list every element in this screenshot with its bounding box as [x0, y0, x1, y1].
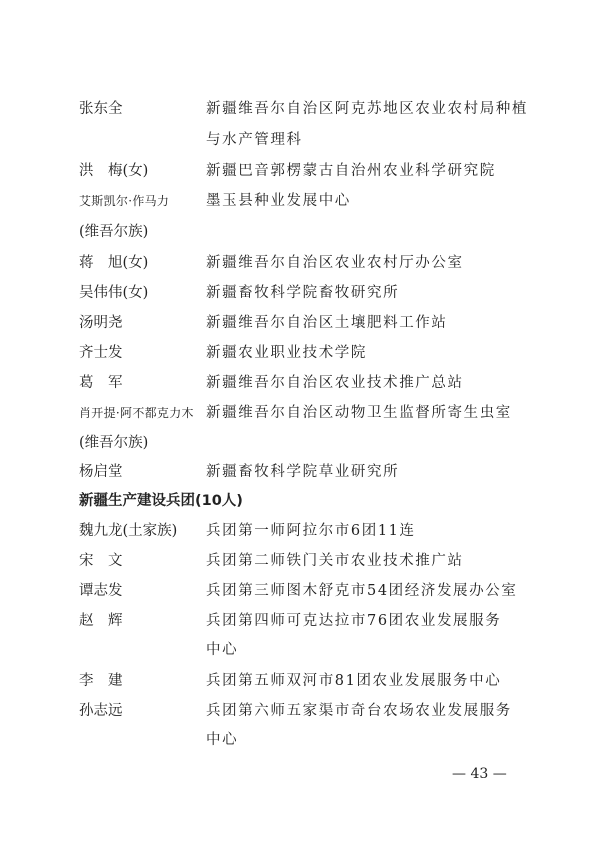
- person-name: 赵 辉: [79, 613, 123, 629]
- page-number: — 43 —: [452, 766, 507, 782]
- person-name: 蒋 旭(女): [79, 255, 149, 271]
- person-name: 吴伟伟(女): [79, 285, 149, 301]
- affiliation-line: 新疆畜牧科学院草业研究所: [206, 464, 400, 480]
- affiliation-line: 中心: [206, 732, 239, 748]
- person-name: 汤明尧: [79, 315, 123, 331]
- affiliation-line: 墨玉县种业发展中心: [206, 193, 351, 209]
- affiliation-line: 新疆维吾尔自治区土壤肥料工作站: [206, 315, 448, 331]
- affiliation-line: 与水产管理科: [206, 132, 303, 148]
- affiliation-line: 新疆维吾尔自治区动物卫生监督所寄生虫室: [206, 405, 512, 421]
- person-name: 艾斯凯尔·作马力: [79, 194, 170, 208]
- affiliation-line: 新疆维吾尔自治区农业农村厅办公室: [206, 255, 464, 271]
- affiliation-line: 兵团第四师可克达拉市76团农业发展服务: [206, 613, 502, 629]
- affiliation-line: 新疆维吾尔自治区农业技术推广总站: [206, 375, 464, 391]
- section-heading: 新疆生产建设兵团(10人): [79, 493, 243, 509]
- person-name: 齐士发: [79, 345, 123, 361]
- person-name: 张东全: [79, 101, 123, 117]
- person-name: 杨启堂: [79, 464, 123, 480]
- person-name: 葛 军: [79, 375, 123, 391]
- person-name: 孙志远: [79, 703, 123, 719]
- person-name: 洪 梅(女): [79, 163, 149, 179]
- affiliation-line: 兵团第二师铁门关市农业技术推广站: [206, 553, 464, 569]
- affiliation-line: 兵团第三师图木舒克市54团经济发展办公室: [206, 583, 518, 599]
- person-name: 谭志发: [79, 583, 123, 599]
- person-name: 肖开提·阿不都克力木: [79, 406, 194, 420]
- affiliation-line: 兵团第六师五家渠市奇台农场农业发展服务: [206, 703, 512, 719]
- person-ethnicity: (维吾尔族): [79, 435, 149, 451]
- person-name: 宋 文: [79, 553, 123, 569]
- person-ethnicity: (维吾尔族): [79, 224, 149, 240]
- affiliation-line: 兵团第五师双河市81团农业发展服务中心: [206, 673, 502, 689]
- affiliation-line: 新疆巴音郭楞蒙古自治州农业科学研究院: [206, 163, 496, 179]
- person-name: 魏九龙(土家族): [79, 523, 178, 539]
- affiliation-line: 中心: [206, 642, 239, 658]
- affiliation-line: 新疆畜牧科学院畜牧研究所: [206, 285, 400, 301]
- person-name: 李 建: [79, 673, 123, 689]
- affiliation-line: 新疆农业职业技术学院: [206, 345, 367, 361]
- affiliation-line: 兵团第一师阿拉尔市6团11连: [206, 523, 416, 539]
- affiliation-line: 新疆维吾尔自治区阿克苏地区农业农村局种植: [206, 101, 528, 117]
